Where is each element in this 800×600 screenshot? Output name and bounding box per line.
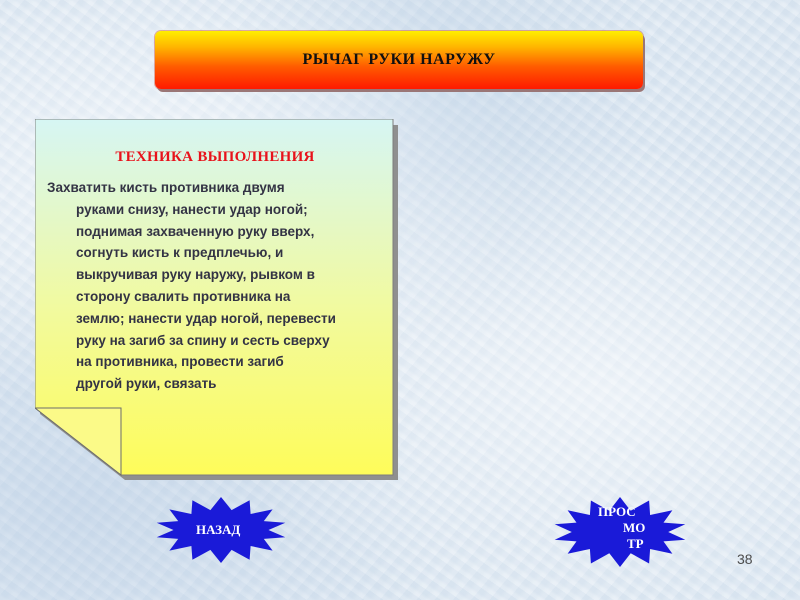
note-line: согнуть кисть к предплечью, и bbox=[76, 245, 284, 261]
note-body bbox=[47, 177, 387, 395]
note-line: поднимая захваченную руку вверх, bbox=[76, 223, 315, 239]
note-line: другой руки, связать bbox=[76, 376, 217, 392]
page-number: 38 bbox=[737, 551, 753, 567]
note-line: выкручивая руку наружу, рывком в bbox=[76, 267, 315, 283]
note-heading: ТЕХНИКА ВЫПОЛНЕНИЯ bbox=[115, 149, 315, 165]
note-line: руку на загиб за спину и сесть сверху bbox=[76, 332, 330, 348]
back-button-label: НАЗАД bbox=[196, 522, 241, 537]
note-line: сторону свалить противника на bbox=[76, 288, 291, 304]
view-label-line: МО bbox=[623, 520, 646, 535]
view-label-line: ПРОС bbox=[598, 504, 636, 519]
view-label-line: ТР bbox=[627, 536, 644, 551]
slide-title: РЫЧАГ РУКИ НАРУЖУ bbox=[302, 51, 496, 68]
note-line: землю; нанести удар ногой, перевести bbox=[76, 310, 336, 326]
note-line: на противника, провести загиб bbox=[76, 354, 284, 370]
title-banner bbox=[155, 31, 643, 89]
view-button[interactable] bbox=[552, 496, 688, 568]
view-button-label bbox=[598, 504, 645, 552]
technique-note bbox=[35, 119, 399, 481]
note-line: Захватить кисть противника двумя bbox=[47, 180, 285, 195]
back-button[interactable] bbox=[154, 496, 288, 564]
note-line: руками снизу, нанести удар ногой; bbox=[76, 201, 308, 217]
